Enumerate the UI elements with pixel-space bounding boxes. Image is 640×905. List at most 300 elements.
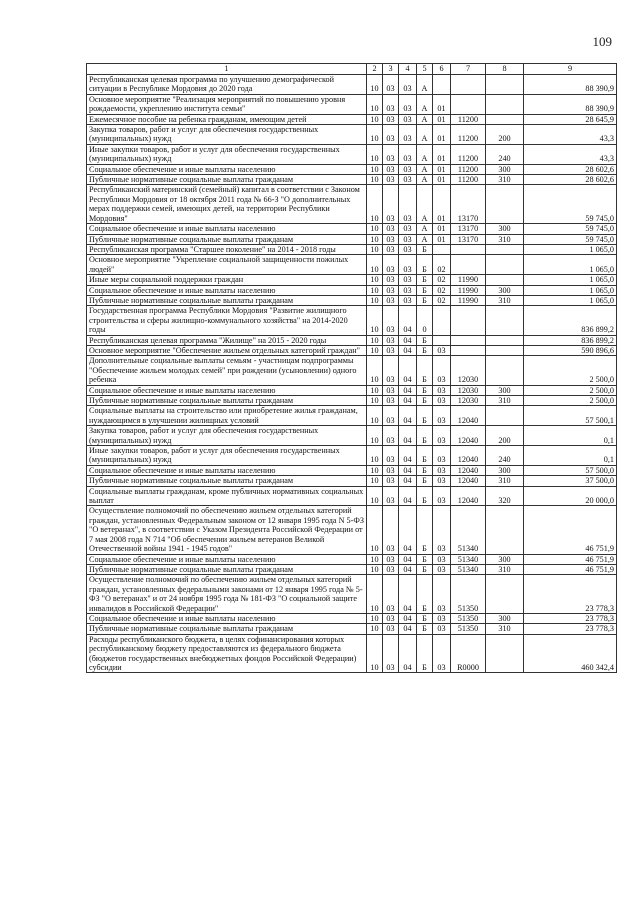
activity-code-cell: 02 [433,295,451,305]
subprogram-code-cell: Б [417,295,433,305]
row-name-cell: Закупка товаров, работ и услуг для обеспечения государственных (муниципальных) нужд [87,426,367,446]
expense-type-cell: 240 [486,144,524,164]
subsection-code-cell: 03 [383,613,399,623]
row-name-cell: Социальные выплаты гражданам, кроме публичных нормативных социальных выплат [87,486,367,506]
activity-code-cell: 03 [433,476,451,486]
table-row [87,406,617,426]
section-code-cell: 10 [367,285,383,295]
subprogram-code-cell: Б [417,634,433,673]
table-row [87,175,617,185]
activity-code-cell: 01 [433,185,451,224]
activity-code-cell: 01 [433,125,451,145]
expense-type-cell: 300 [486,285,524,295]
activity-code-cell: 03 [433,486,451,506]
direction-code-cell: 11990 [451,275,486,285]
activity-code-cell: 01 [433,114,451,124]
expense-type-cell: 300 [486,613,524,623]
amount-cell: 1 065,0 [524,244,617,254]
expense-type-cell [486,244,524,254]
subsection-code-cell: 03 [383,575,399,614]
activity-code-cell: 02 [433,275,451,285]
activity-code-cell: 03 [433,465,451,475]
table-row [87,114,617,124]
expense-type-cell [486,75,524,95]
expense-type-cell: 310 [486,234,524,244]
table-row [87,295,617,305]
direction-code-cell: R0000 [451,634,486,673]
table-row [87,446,617,466]
amount-cell: 836 899,2 [524,335,617,345]
table-row [87,486,617,506]
column-header: 5 [417,64,433,75]
expense-type-cell [486,94,524,114]
section-code-cell: 10 [367,175,383,185]
expense-type-cell: 310 [486,396,524,406]
expense-type-cell: 310 [486,295,524,305]
row-name-cell: Основное мероприятие "Обеспечение жильем отдельных категорий граждан" [87,345,367,355]
direction-code-cell: 11200 [451,125,486,145]
subprogram-code-cell: Б [417,476,433,486]
table-row [87,255,617,275]
direction-code-cell: 11200 [451,175,486,185]
direction-code-cell: 12040 [451,486,486,506]
activity-code-cell [433,244,451,254]
section-code-cell: 10 [367,406,383,426]
table-row [87,634,617,673]
expense-type-cell [486,345,524,355]
section-code-cell: 10 [367,185,383,224]
activity-code-cell: 03 [433,634,451,673]
program-code-cell: 03 [399,125,417,145]
row-name-cell: Социальное обеспечение и иные выплаты населению [87,224,367,234]
row-name-cell: Публичные нормативные социальные выплаты гражданам [87,396,367,406]
section-code-cell: 10 [367,446,383,466]
subprogram-code-cell: А [417,164,433,174]
section-code-cell: 10 [367,476,383,486]
subsection-code-cell: 03 [383,406,399,426]
amount-cell: 1 065,0 [524,275,617,285]
table-row [87,564,617,574]
table-header-row [87,64,617,75]
amount-cell: 23 778,3 [524,575,617,614]
activity-code-cell: 03 [433,385,451,395]
activity-code-cell: 01 [433,94,451,114]
subsection-code-cell: 03 [383,94,399,114]
subsection-code-cell: 03 [383,385,399,395]
amount-cell: 20 000,0 [524,486,617,506]
subsection-code-cell: 03 [383,396,399,406]
expense-type-cell: 310 [486,175,524,185]
program-code-cell: 03 [399,295,417,305]
subprogram-code-cell: Б [417,426,433,446]
expense-type-cell: 300 [486,554,524,564]
program-code-cell: 04 [399,554,417,564]
column-header: 4 [399,64,417,75]
section-code-cell: 10 [367,164,383,174]
table-row [87,396,617,406]
subprogram-code-cell: А [417,224,433,234]
table-row [87,285,617,295]
section-code-cell: 10 [367,564,383,574]
amount-cell: 46 751,9 [524,564,617,574]
activity-code-cell: 03 [433,575,451,614]
expense-type-cell: 300 [486,224,524,234]
section-code-cell: 10 [367,94,383,114]
subprogram-code-cell: А [417,144,433,164]
subprogram-code-cell: 0 [417,306,433,335]
program-code-cell: 04 [399,476,417,486]
subprogram-code-cell: Б [417,506,433,554]
row-name-cell: Закупка товаров, работ и услуг для обеспечения государственных (муниципальных) нужд [87,125,367,145]
direction-code-cell: 12030 [451,385,486,395]
activity-code-cell: 02 [433,285,451,295]
row-name-cell: Ежемесячное пособие на ребенка гражданам, имеющим детей [87,114,367,124]
direction-code-cell: 12030 [451,396,486,406]
amount-cell: 59 745,0 [524,224,617,234]
row-name-cell: Основное мероприятие "Укрепление социальной защищенности пожилых людей" [87,255,367,275]
activity-code-cell: 03 [433,624,451,634]
expense-type-cell: 310 [486,476,524,486]
table-body [87,75,617,673]
amount-cell: 28 602,6 [524,175,617,185]
column-header: 1 [87,64,367,75]
row-name-cell: Социальное обеспечение и иные выплаты населению [87,613,367,623]
activity-code-cell [433,335,451,345]
table-row [87,185,617,224]
direction-code-cell: 51340 [451,506,486,554]
expense-type-cell: 310 [486,564,524,574]
direction-code-cell: 12040 [451,476,486,486]
row-name-cell: Социальное обеспечение и иные выплаты населению [87,554,367,564]
row-name-cell: Основное мероприятие "Реализация мероприятий по повышению уровня рождаемости, укреплению института семьи" [87,94,367,114]
section-code-cell: 10 [367,624,383,634]
amount-cell: 43,3 [524,125,617,145]
direction-code-cell [451,255,486,275]
subsection-code-cell: 03 [383,125,399,145]
direction-code-cell [451,94,486,114]
program-code-cell: 03 [399,164,417,174]
table-row [87,94,617,114]
section-code-cell: 10 [367,75,383,95]
subprogram-code-cell: Б [417,255,433,275]
subsection-code-cell: 03 [383,175,399,185]
amount-cell: 57 500,0 [524,465,617,475]
row-name-cell: Публичные нормативные социальные выплаты гражданам [87,234,367,244]
subsection-code-cell: 03 [383,345,399,355]
column-header: 8 [486,64,524,75]
expense-type-cell: 320 [486,486,524,506]
subprogram-code-cell: Б [417,335,433,345]
expense-type-cell [486,575,524,614]
subprogram-code-cell: Б [417,275,433,285]
table-row [87,554,617,564]
subsection-code-cell: 03 [383,486,399,506]
program-code-cell: 03 [399,224,417,234]
row-name-cell: Публичные нормативные социальные выплаты гражданам [87,476,367,486]
table-row [87,426,617,446]
subprogram-code-cell: А [417,94,433,114]
direction-code-cell: 12040 [451,426,486,446]
amount-cell: 1 065,0 [524,295,617,305]
table-row [87,385,617,395]
amount-cell: 2 500,0 [524,396,617,406]
activity-code-cell: 03 [433,554,451,564]
activity-code-cell: 01 [433,234,451,244]
section-code-cell: 10 [367,114,383,124]
direction-code-cell: 11200 [451,144,486,164]
row-name-cell: Дополнительные социальные выплаты семьям - участницам подпрограммы "Обеспечение жильем молодых семей" при рождении (усыновлении) одного ребенка [87,356,367,385]
subsection-code-cell: 03 [383,624,399,634]
activity-code-cell: 03 [433,446,451,466]
program-code-cell: 04 [399,335,417,345]
subsection-code-cell: 03 [383,465,399,475]
activity-code-cell: 01 [433,164,451,174]
subprogram-code-cell: А [417,185,433,224]
section-code-cell: 10 [367,426,383,446]
subprogram-code-cell: Б [417,554,433,564]
section-code-cell: 10 [367,356,383,385]
expense-type-cell [486,306,524,335]
table-row [87,244,617,254]
activity-code-cell: 03 [433,356,451,385]
row-name-cell: Социальные выплаты на строительство или приобретение жилья гражданам, нуждающимся в улучшении жилищных условий [87,406,367,426]
table-row [87,506,617,554]
expense-type-cell: 310 [486,624,524,634]
row-name-cell: Публичные нормативные социальные выплаты гражданам [87,624,367,634]
row-name-cell: Республиканская программа "Старшее поколение" на 2014 - 2018 годы [87,244,367,254]
direction-code-cell: 13170 [451,185,486,224]
program-code-cell: 03 [399,114,417,124]
expense-type-cell [486,255,524,275]
amount-cell: 88 390,9 [524,94,617,114]
amount-cell: 23 778,3 [524,624,617,634]
subsection-code-cell: 03 [383,275,399,285]
program-code-cell: 04 [399,406,417,426]
program-code-cell: 04 [399,486,417,506]
subsection-code-cell: 03 [383,144,399,164]
section-code-cell: 10 [367,275,383,285]
subprogram-code-cell: Б [417,356,433,385]
table-row [87,144,617,164]
column-header: 9 [524,64,617,75]
direction-code-cell: 51350 [451,624,486,634]
direction-code-cell: 51340 [451,554,486,564]
expense-type-cell [486,114,524,124]
expense-type-cell [486,356,524,385]
subsection-code-cell: 03 [383,255,399,275]
table-row [87,306,617,335]
activity-code-cell: 03 [433,564,451,574]
section-code-cell: 10 [367,506,383,554]
expense-type-cell: 200 [486,125,524,145]
subsection-code-cell: 03 [383,185,399,224]
table-row [87,234,617,244]
expense-type-cell [486,634,524,673]
subprogram-code-cell: А [417,234,433,244]
section-code-cell: 10 [367,554,383,564]
row-name-cell: Социальное обеспечение и иные выплаты населению [87,285,367,295]
row-name-cell: Иные меры социальной поддержки граждан [87,275,367,285]
amount-cell: 57 500,1 [524,406,617,426]
subprogram-code-cell: Б [417,345,433,355]
activity-code-cell: 03 [433,345,451,355]
program-code-cell: 04 [399,385,417,395]
section-code-cell: 10 [367,335,383,345]
direction-code-cell [451,345,486,355]
direction-code-cell: 13170 [451,234,486,244]
subsection-code-cell: 03 [383,634,399,673]
subsection-code-cell: 03 [383,164,399,174]
subprogram-code-cell: Б [417,613,433,623]
section-code-cell: 10 [367,385,383,395]
table-row [87,75,617,95]
table-row [87,224,617,234]
column-header: 2 [367,64,383,75]
expense-type-cell [486,406,524,426]
column-header: 7 [451,64,486,75]
program-code-cell: 04 [399,356,417,385]
section-code-cell: 10 [367,634,383,673]
program-code-cell: 03 [399,275,417,285]
row-name-cell: Расходы республиканского бюджета, в целях софинансирования которых республиканскому бюджету предоставляются из федерального бюджета (бюджетов государственных внебюджетных фондов Российской Федерации) субсидии [87,634,367,673]
amount-cell: 0,1 [524,446,617,466]
subsection-code-cell: 03 [383,426,399,446]
program-code-cell: 03 [399,94,417,114]
direction-code-cell: 13170 [451,224,486,234]
section-code-cell: 10 [367,224,383,234]
amount-cell: 46 751,9 [524,554,617,564]
subsection-code-cell: 03 [383,356,399,385]
subsection-code-cell: 03 [383,335,399,345]
subprogram-code-cell: А [417,114,433,124]
program-code-cell: 04 [399,396,417,406]
program-code-cell: 04 [399,624,417,634]
section-code-cell: 10 [367,295,383,305]
direction-code-cell: 11200 [451,164,486,174]
amount-cell: 460 342,4 [524,634,617,673]
direction-code-cell: 11990 [451,285,486,295]
row-name-cell: Республиканская целевая программа "Жилище" на 2015 - 2020 годы [87,335,367,345]
section-code-cell: 10 [367,306,383,335]
direction-code-cell: 12040 [451,446,486,466]
subprogram-code-cell: Б [417,564,433,574]
activity-code-cell: 01 [433,224,451,234]
amount-cell: 59 745,0 [524,185,617,224]
table-row [87,575,617,614]
program-code-cell: 04 [399,345,417,355]
subprogram-code-cell: Б [417,385,433,395]
section-code-cell: 10 [367,345,383,355]
expense-type-cell: 300 [486,465,524,475]
expense-type-cell [486,185,524,224]
amount-cell: 28 602,6 [524,164,617,174]
amount-cell: 1 065,0 [524,255,617,275]
section-code-cell: 10 [367,465,383,475]
activity-code-cell: 03 [433,396,451,406]
row-name-cell: Республиканский материнский (семейный) капитал в соответствии с Законом Республики Мордовия от 18 октября 2011 года № 66-З "О дополнительных мерах поддержки семей, имеющих детей, на территории Республики Мордовия" [87,185,367,224]
row-name-cell: Осуществление полномочий по обеспечению жильем отдельных категорий граждан, установленных федеральными законами от 12 января 1995 года № 5-ФЗ "О ветеранах" и от 24 ноября 1995 года № 181-ФЗ "О социальной защите инвалидов в Российской Федерации" [87,575,367,614]
subsection-code-cell: 03 [383,506,399,554]
section-code-cell: 10 [367,613,383,623]
column-header: 6 [433,64,451,75]
table-row [87,125,617,145]
direction-code-cell [451,306,486,335]
expense-type-cell [486,506,524,554]
program-code-cell: 03 [399,75,417,95]
table-row [87,624,617,634]
row-name-cell: Иные закупки товаров, работ и услуг для обеспечения государственных (муниципальных) нужд [87,144,367,164]
program-code-cell: 04 [399,306,417,335]
amount-cell: 88 390,9 [524,75,617,95]
subsection-code-cell: 03 [383,446,399,466]
table-row [87,275,617,285]
subprogram-code-cell: Б [417,446,433,466]
subsection-code-cell: 03 [383,114,399,124]
row-name-cell: Социальное обеспечение и иные выплаты населению [87,465,367,475]
direction-code-cell: 11200 [451,114,486,124]
budget-table [86,63,617,673]
expense-type-cell: 300 [486,385,524,395]
section-code-cell: 10 [367,244,383,254]
subsection-code-cell: 03 [383,295,399,305]
subprogram-code-cell: Б [417,406,433,426]
activity-code-cell: 03 [433,613,451,623]
row-name-cell: Публичные нормативные социальные выплаты гражданам [87,564,367,574]
program-code-cell: 04 [399,506,417,554]
subsection-code-cell: 03 [383,306,399,335]
subsection-code-cell: 03 [383,285,399,295]
activity-code-cell [433,306,451,335]
row-name-cell: Социальное обеспечение и иные выплаты населению [87,385,367,395]
subsection-code-cell: 03 [383,224,399,234]
direction-code-cell [451,75,486,95]
program-code-cell: 04 [399,634,417,673]
amount-cell: 28 645,9 [524,114,617,124]
subsection-code-cell: 03 [383,234,399,244]
expense-type-cell [486,275,524,285]
subprogram-code-cell: Б [417,465,433,475]
activity-code-cell: 03 [433,426,451,446]
amount-cell: 2 500,0 [524,385,617,395]
row-name-cell: Осуществление полномочий по обеспечению жильем отдельных категорий граждан, установленных Федеральным законом от 12 января 1995 года N 5-ФЗ "О ветеранах", в соответствии с Указом Президента Российской Федерации от 7 мая 2008 года N 714 "Об обеспечении жильем ветеранов Великой Отечественной войны 1941 - 1945 годов" [87,506,367,554]
subsection-code-cell: 03 [383,564,399,574]
amount-cell: 43,3 [524,144,617,164]
table-row [87,476,617,486]
subsection-code-cell: 03 [383,244,399,254]
amount-cell: 37 500,0 [524,476,617,486]
subprogram-code-cell: А [417,175,433,185]
amount-cell: 2 500,0 [524,356,617,385]
program-code-cell: 04 [399,426,417,446]
program-code-cell: 03 [399,255,417,275]
row-name-cell: Публичные нормативные социальные выплаты гражданам [87,175,367,185]
expense-type-cell: 300 [486,164,524,174]
activity-code-cell: 03 [433,406,451,426]
column-header: 3 [383,64,399,75]
activity-code-cell: 03 [433,506,451,554]
program-code-cell: 03 [399,285,417,295]
program-code-cell: 03 [399,185,417,224]
subprogram-code-cell: Б [417,486,433,506]
program-code-cell: 03 [399,244,417,254]
subsection-code-cell: 03 [383,75,399,95]
subprogram-code-cell: А [417,125,433,145]
activity-code-cell: 01 [433,144,451,164]
amount-cell: 836 899,2 [524,306,617,335]
program-code-cell: 03 [399,144,417,164]
direction-code-cell [451,244,486,254]
table-row [87,356,617,385]
